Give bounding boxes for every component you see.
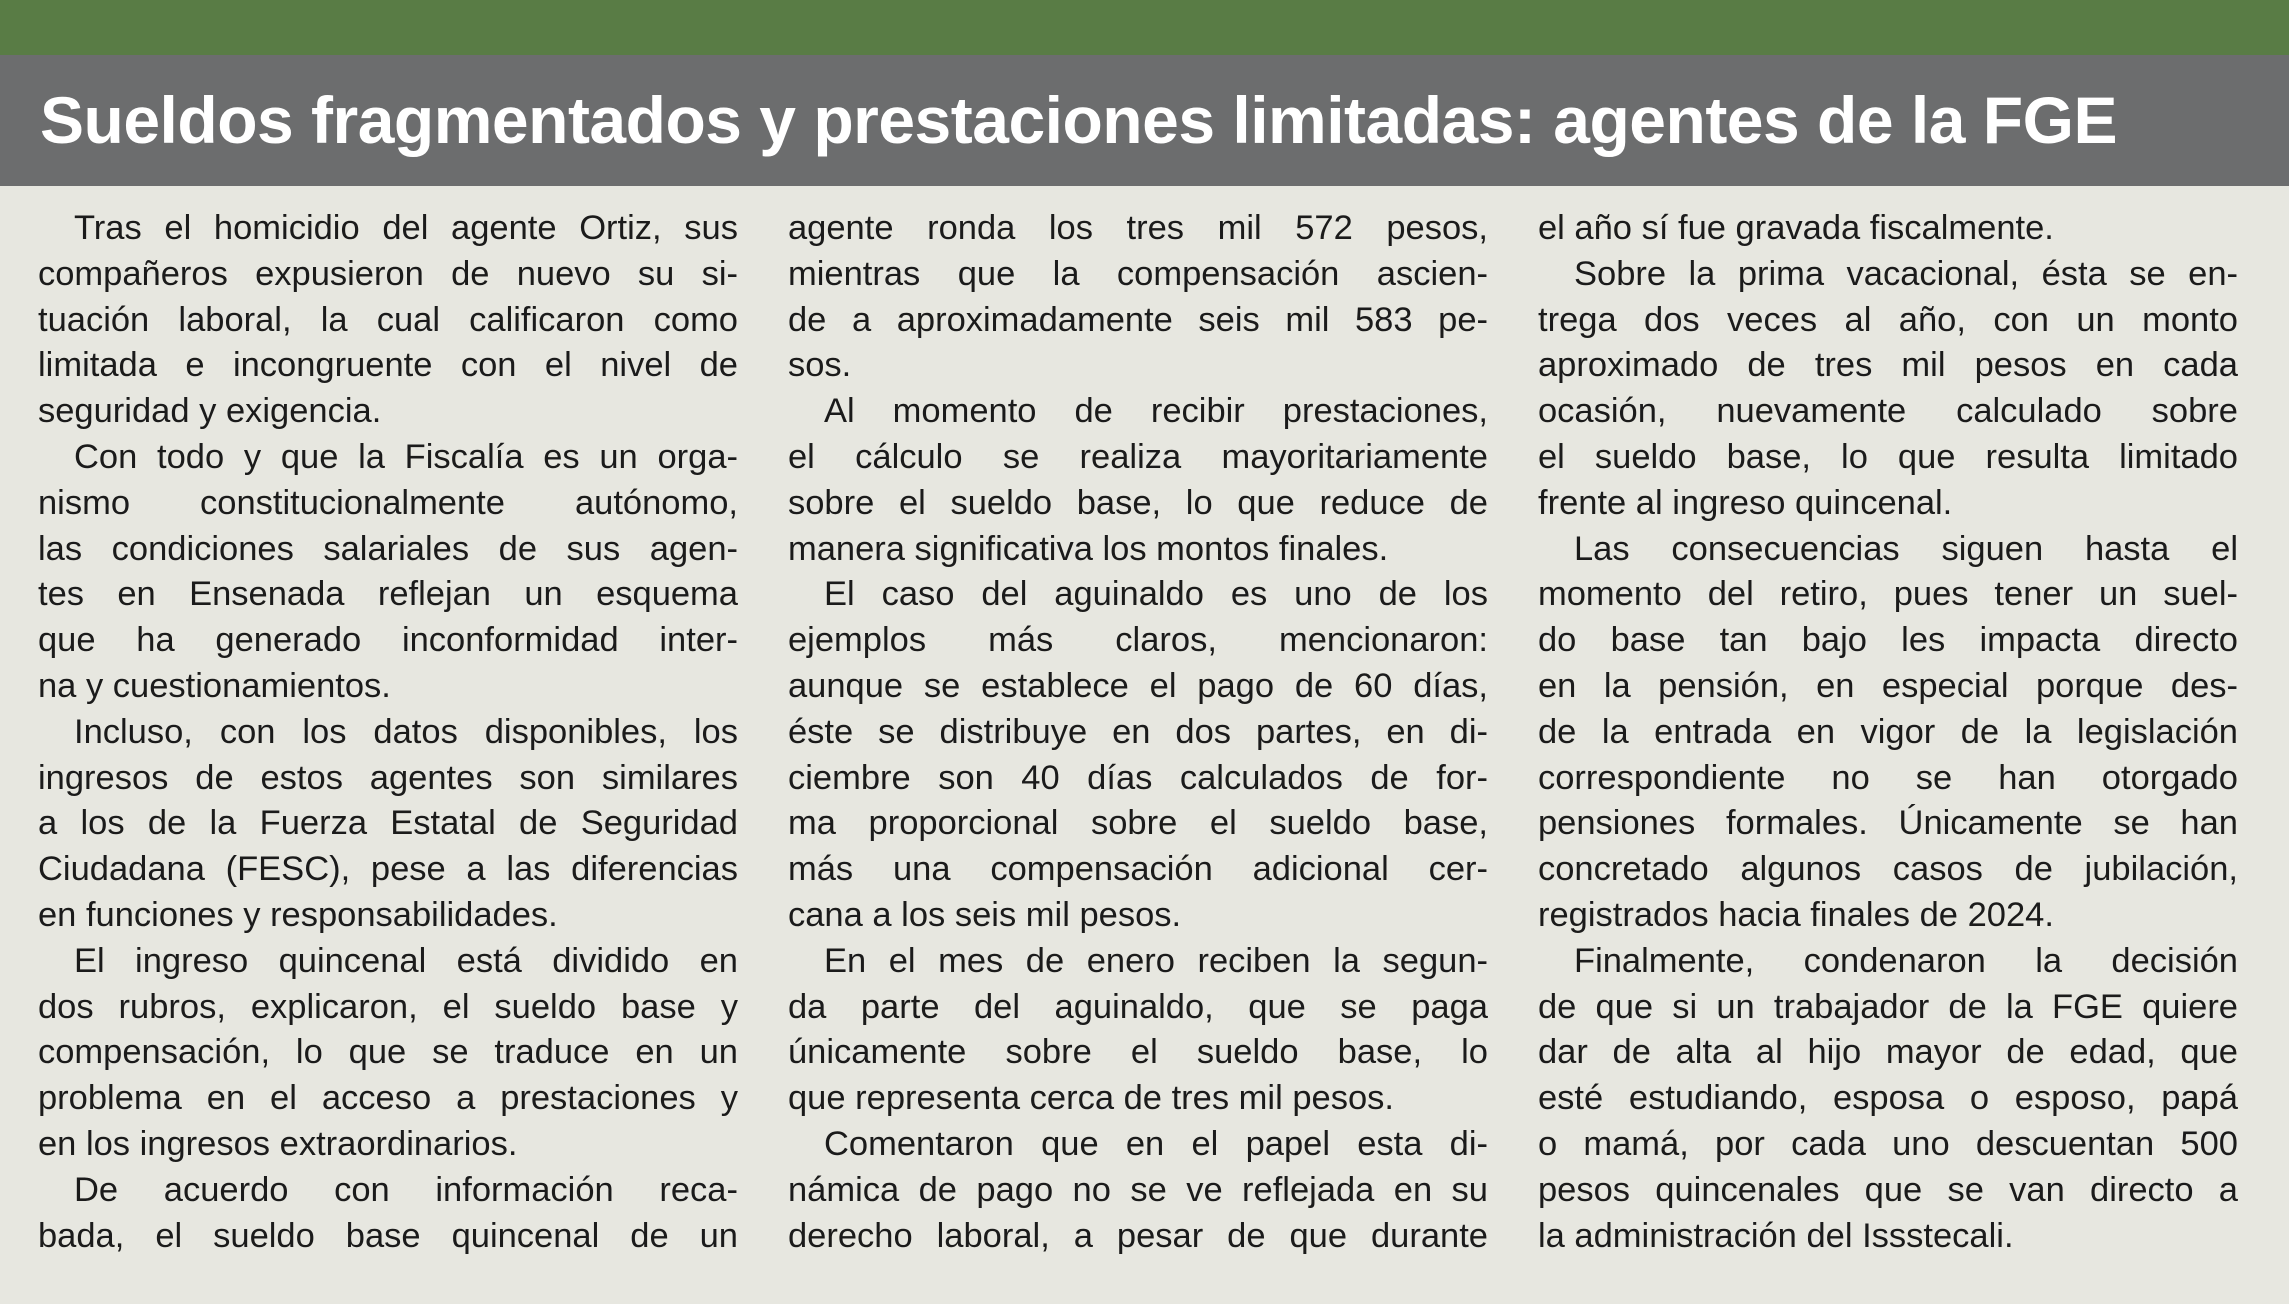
text-line: únicamente sobre el sueldo base, lo bbox=[788, 1033, 1488, 1072]
text-line: las condiciones salariales de sus agen- bbox=[38, 529, 738, 568]
text-line: do base tan bajo les impacta directo bbox=[1538, 621, 2238, 660]
text-line: trega dos veces al año, con un monto bbox=[1538, 300, 2238, 339]
text-line: sobre el sueldo base, lo que reduce de bbox=[788, 483, 1488, 522]
text-line: registrados hacia finales de 2024. bbox=[1538, 895, 2054, 934]
article-column-3 bbox=[1538, 206, 2238, 1259]
text-line: De acuerdo con información reca- bbox=[74, 1170, 738, 1209]
text-line: Con todo y que la Fiscalía es un orga- bbox=[74, 437, 738, 476]
text-line: El caso del aguinaldo es uno de los bbox=[824, 575, 1488, 614]
text-line: seguridad y exigencia. bbox=[38, 392, 382, 431]
text-line: la administración del Issstecali. bbox=[1538, 1216, 2014, 1255]
text-line: de que si un trabajador de la FGE quiere bbox=[1538, 987, 2238, 1026]
text-line: momento del retiro, pues tener un suel- bbox=[1538, 575, 2238, 614]
text-line: námica de pago no se ve reflejada en su bbox=[788, 1170, 1488, 1209]
text-line: tes en Ensenada reflejan un esquema bbox=[38, 575, 738, 614]
text-line: Comentaron que en el papel esta di- bbox=[824, 1124, 1488, 1163]
text-line: bada, el sueldo base quincenal de un bbox=[38, 1216, 738, 1255]
text-line: agente ronda los tres mil 572 pesos, bbox=[788, 209, 1488, 247]
text-line: dar de alta al hijo mayor de edad, que bbox=[1538, 1033, 2238, 1072]
text-line: problema en el acceso a prestaciones y bbox=[38, 1079, 738, 1118]
text-line: el sueldo base, lo que resulta limitado bbox=[1538, 437, 2238, 476]
text-line: de la entrada en vigor de la legislación bbox=[1538, 712, 2238, 751]
text-line: pensiones formales. Únicamente se han bbox=[1538, 804, 2238, 843]
text-line: en la pensión, en especial porque des- bbox=[1538, 666, 2238, 705]
text-line: sos. bbox=[788, 346, 852, 385]
text-line: ma proporcional sobre el sueldo base, bbox=[788, 804, 1488, 843]
text-line: derecho laboral, a pesar de que durante bbox=[788, 1216, 1488, 1255]
text-line: compensación, lo que se traduce en un bbox=[38, 1033, 738, 1072]
text-line: El ingreso quincenal está dividido en bbox=[74, 941, 738, 980]
text-line: frente al ingreso quincenal. bbox=[1538, 483, 1953, 522]
text-line: que representa cerca de tres mil pesos. bbox=[788, 1079, 1394, 1118]
text-line: el año sí fue gravada fiscalmente. bbox=[1538, 209, 2054, 247]
text-line: aunque se establece el pago de 60 días, bbox=[788, 666, 1488, 705]
text-line: o mamá, por cada uno descuentan 500 bbox=[1538, 1124, 2238, 1163]
text-line: a los de la Fuerza Estatal de Seguridad bbox=[38, 804, 738, 843]
text-line: éste se distribuye en dos partes, en di- bbox=[788, 712, 1488, 751]
text-line: Al momento de recibir prestaciones, bbox=[824, 392, 1488, 431]
text-line: nismo constitucionalmente autónomo, bbox=[38, 483, 738, 522]
text-line: más una compensación adicional cer- bbox=[788, 850, 1488, 889]
text-line: concretado algunos casos de jubilación, bbox=[1538, 850, 2238, 889]
text-line: En el mes de enero reciben la segun- bbox=[824, 941, 1488, 980]
text-line: na y cuestionamientos. bbox=[38, 666, 391, 705]
article-title: Sueldos fragmentados y prestaciones limitadas: agentes de la FGE bbox=[40, 83, 2117, 157]
text-line: limitada e incongruente con el nivel de bbox=[38, 346, 738, 385]
text-line: de a aproximadamente seis mil 583 pe- bbox=[788, 300, 1488, 339]
text-line: en funciones y responsabilidades. bbox=[38, 895, 558, 934]
text-line: mientras que la compensación ascien- bbox=[788, 254, 1488, 293]
article-column-2 bbox=[788, 206, 1488, 1259]
text-line: aproximado de tres mil pesos en cada bbox=[1538, 346, 2238, 385]
text-line: ingresos de estos agentes son similares bbox=[38, 758, 738, 797]
text-line: cana a los seis mil pesos. bbox=[788, 895, 1182, 934]
text-line: pesos quincenales que se van directo a bbox=[1538, 1170, 2238, 1209]
text-line: correspondiente no se han otorgado bbox=[1538, 758, 2238, 797]
text-line: Tras el homicidio del agente Ortiz, sus bbox=[74, 209, 738, 247]
text-line: dos rubros, explicaron, el sueldo base y bbox=[38, 987, 738, 1026]
text-line: da parte del aguinaldo, que se paga bbox=[788, 987, 1488, 1026]
text-line: en los ingresos extraordinarios. bbox=[38, 1124, 518, 1163]
text-line: Sobre la prima vacacional, ésta se en- bbox=[1574, 254, 2238, 293]
text-line: Finalmente, condenaron la decisión bbox=[1574, 941, 2238, 980]
text-line: Incluso, con los datos disponibles, los bbox=[74, 712, 738, 751]
text-line: tuación laboral, la cual calificaron como bbox=[38, 300, 738, 339]
text-line: Las consecuencias siguen hasta el bbox=[1574, 529, 2238, 568]
article-column-1 bbox=[38, 206, 738, 1259]
text-line: ocasión, nuevamente calculado sobre bbox=[1538, 392, 2238, 431]
text-line: ejemplos más claros, mencionaron: bbox=[788, 621, 1488, 660]
text-line: Ciudadana (FESC), pese a las diferencias bbox=[38, 850, 738, 889]
top-color-band bbox=[0, 0, 2289, 55]
text-line: compañeros expusieron de nuevo su si- bbox=[38, 254, 738, 293]
title-bar bbox=[0, 55, 2289, 186]
text-line: manera significativa los montos finales. bbox=[788, 529, 1389, 568]
text-line: el cálculo se realiza mayoritariamente bbox=[788, 437, 1488, 476]
text-line: que ha generado inconformidad inter- bbox=[38, 621, 738, 660]
text-line: esté estudiando, esposa o esposo, papá bbox=[1538, 1079, 2238, 1118]
text-line: ciembre son 40 días calculados de for- bbox=[788, 758, 1488, 797]
